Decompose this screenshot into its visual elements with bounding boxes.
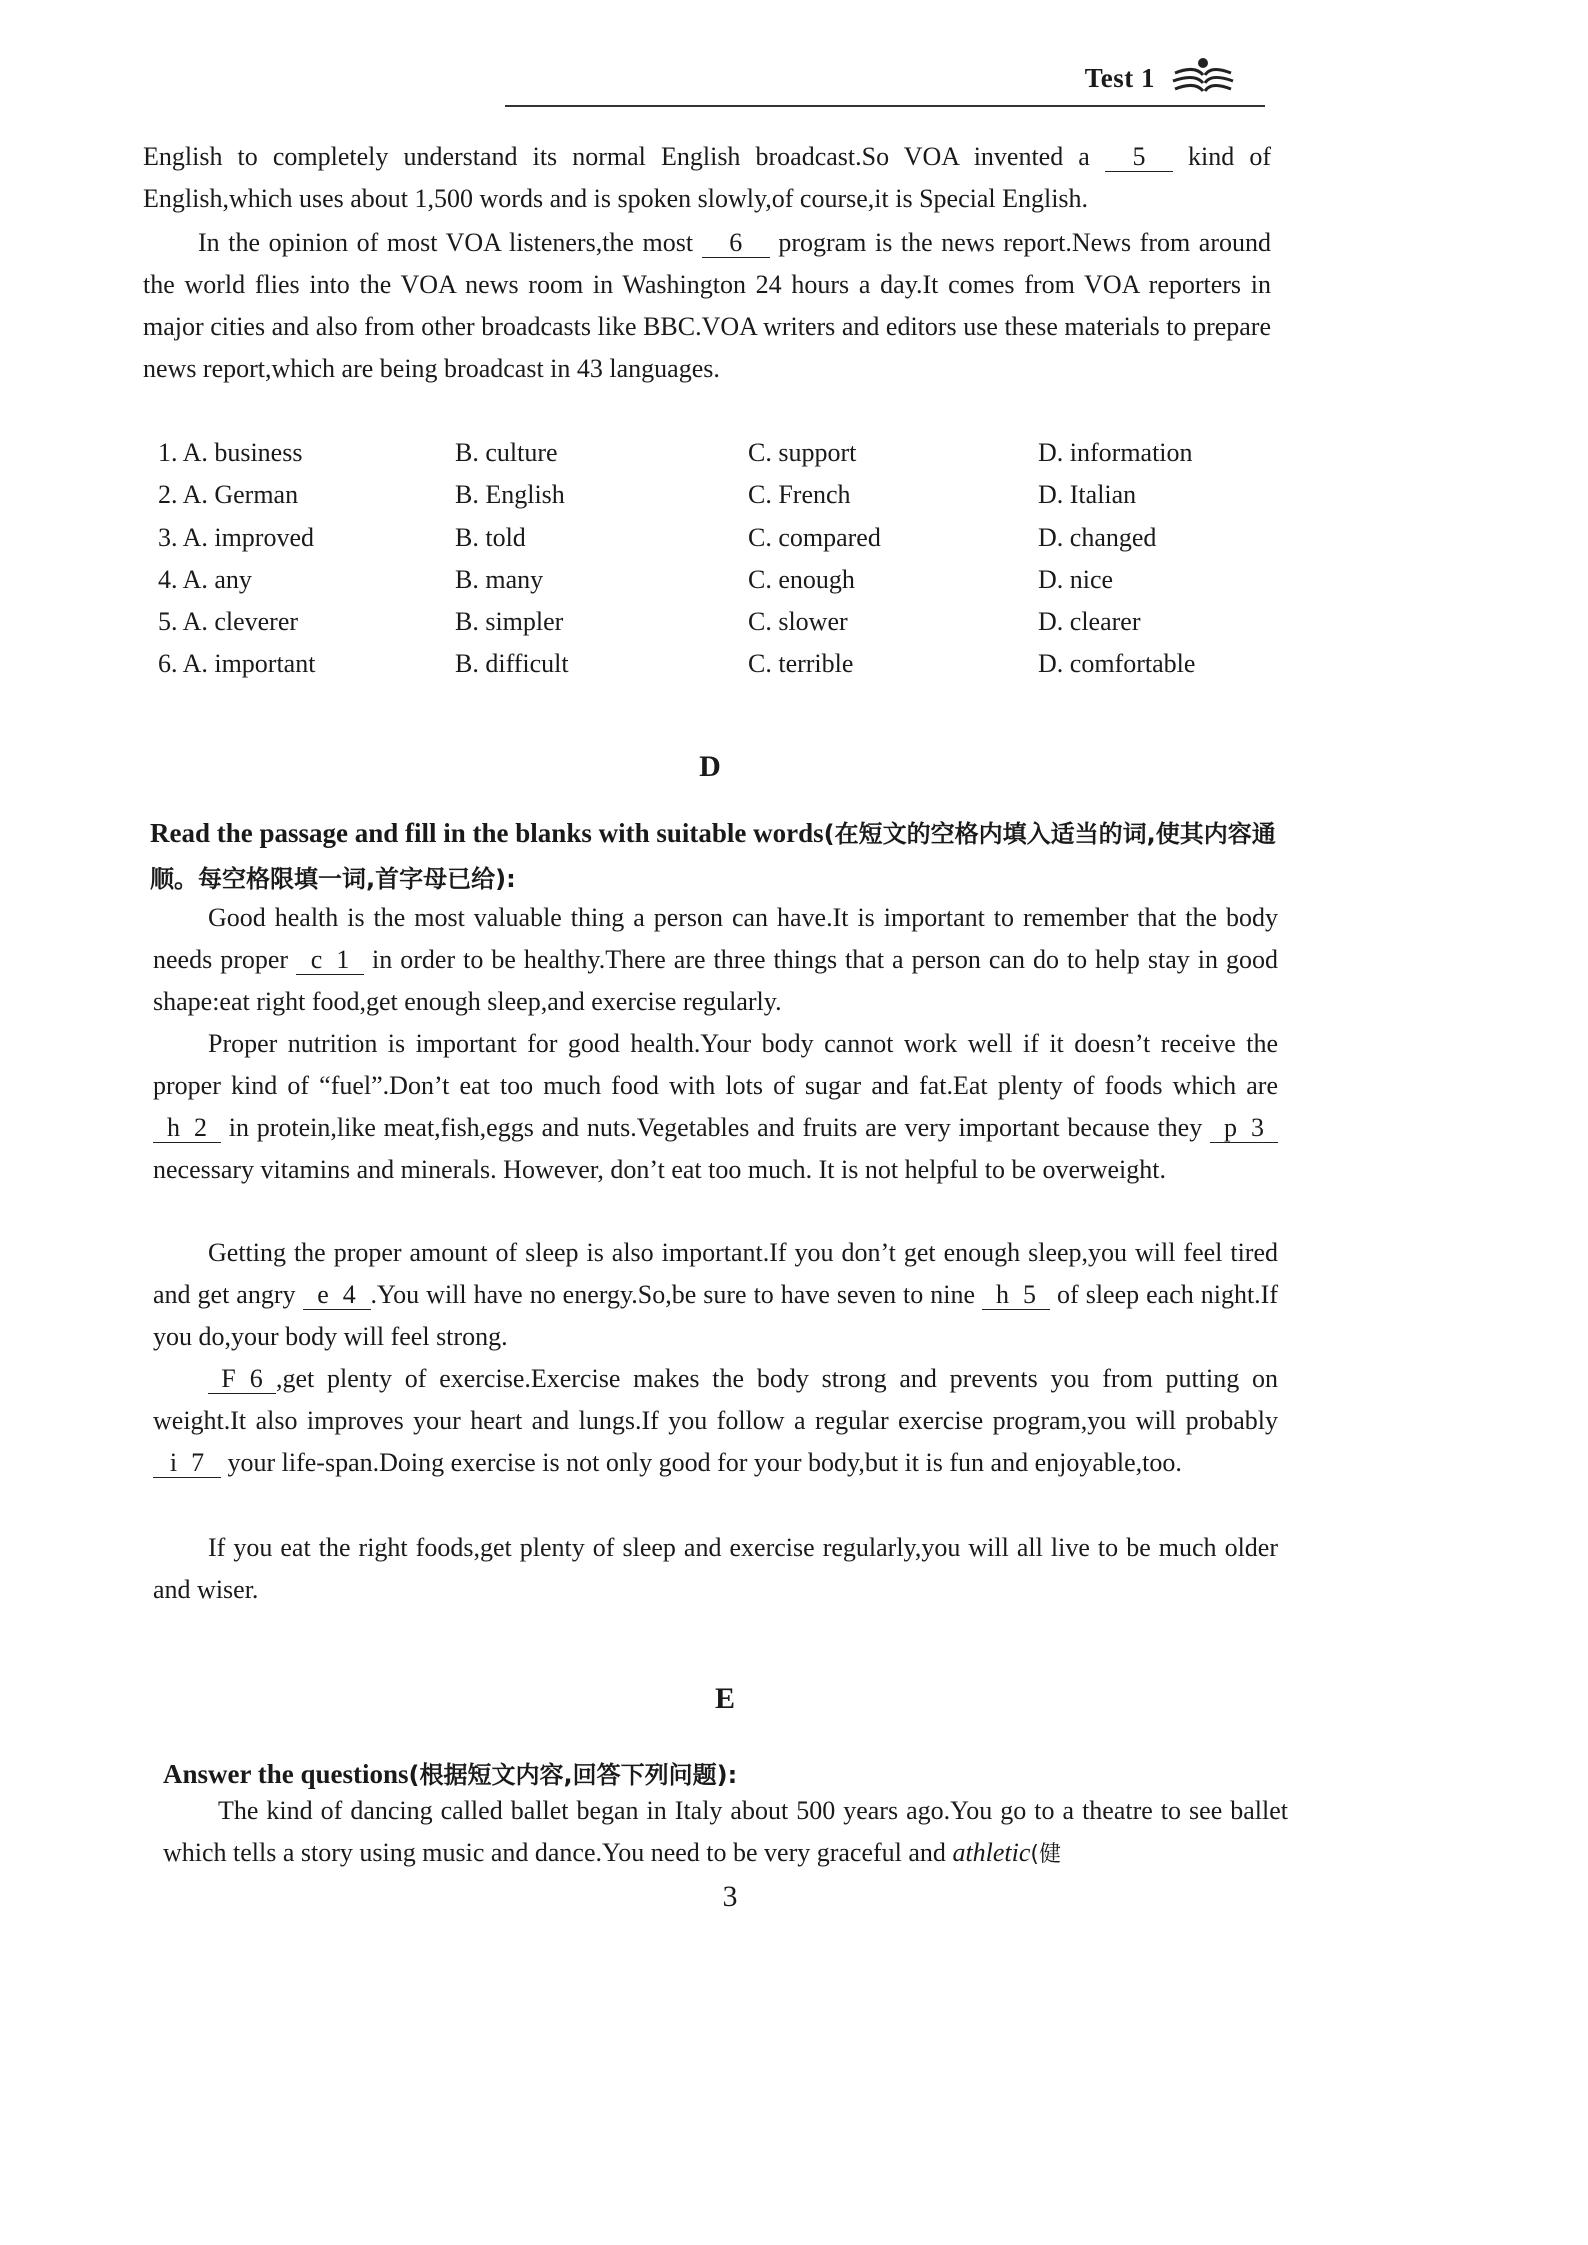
passage-d-paragraph-4: F 6 ,get plenty of exercise.Exercise makes the body strong and prevents you from putting on weight.It also improves your heart and lungs.If you follow a regular exercise program,you will probably i 7 your life-span.Doing exercise is not only good for your body,but it is fun and enjoyable,too. [153, 1364, 1278, 1477]
blank-d3: p 3 [1210, 1114, 1278, 1143]
section-d-instruction: Read the passage and fill in the blanks with suitable words(在短文的空格内填入适当的词,使其内容通顺。每空格限填一词,首字母已给): [150, 818, 1276, 893]
passage-d-paragraph-5: If you eat the right foods,get plenty of sleep and exercise regularly,you will all live to be much older and wiser. [153, 1533, 1278, 1604]
option-row-5: 5. A. cleverer B. simpler C. slower D. clearer [158, 607, 1141, 637]
option-row-6: 6. A. important B. difficult C. terrible D. comfortable [158, 649, 1196, 679]
blank-d5: h 5 [982, 1281, 1050, 1310]
option-row-3: 3. A. improved B. told C. compared D. changed [158, 522, 1157, 552]
option-row-1: 1. A. business B. culture C. support D. information [158, 438, 1193, 467]
blank-d7: i 7 [153, 1449, 221, 1478]
section-e-instruction: Answer the questions(根据短文内容,回答下列问题): [163, 1759, 738, 1789]
passage-d-paragraph-1: Good health is the most valuable thing a person can have.It is important to remember that the body needs proper c 1 in order to be healthy.There are three things that a person can do to help stay in good shape:eat right food,get enough sleep,and exercise regularly. [153, 903, 1278, 1016]
passage-c-paragraph-5: English to completely understand its normal English broadcast.So VOA invented a 5 kind of English,which uses about 1,500 words and is spoken slowly,of course,it is Special English. [143, 142, 1272, 213]
header-title: Test 1 [1084, 63, 1155, 93]
option-row-2: 2. A. German B. English C. French D. Italian [158, 480, 1137, 510]
passage-d-paragraph-3: Getting the proper amount of sleep is also important.If you don’t get enough sleep,you will feel tired and get angry e 4 .You will have no energy.So,be sure to have seven to nine h 5 of sleep each night.If you do,your body will feel strong. [153, 1238, 1278, 1351]
blank-d6: F 6 [208, 1365, 276, 1394]
section-d-heading: D [699, 750, 721, 783]
blank-6: 6 [702, 229, 770, 258]
passage-d-paragraph-2: Proper nutrition is important for good health.Your body cannot work well if it doesn’t receive the proper kind of “fuel”.Don’t eat too much food with lots of sugar and fat.Eat plenty of foods which are h 2 in protein,like meat,fish,eggs and nuts.Vegetables and fruits are very important because they p 3 necessary vitamins and minerals. However, don’t eat too much. It is not helpful to be overweight. [153, 1029, 1278, 1184]
blank-d4: e 4 [303, 1281, 371, 1310]
section-e-heading: E [714, 1682, 735, 1715]
page-number: 3 [722, 1880, 738, 1913]
page-header [505, 55, 1265, 115]
option-row-4: 4. A. any B. many C. enough D. nice [158, 564, 1114, 594]
blank-d2: h 2 [153, 1114, 221, 1143]
blank-5: 5 [1105, 143, 1173, 172]
header-rule [505, 105, 1265, 107]
answer-options [158, 438, 1258, 692]
passage-c-paragraph-6: In the opinion of most VOA listeners,the most 6 program is the news report.News from around the world flies into the VOA news room in Washington 24 hours a day.It comes from VOA reporters in major cities and also from other broadcasts like BBC.VOA writers and editors use these materials to prepare news report,which are being broadcast in 43 languages. [143, 228, 1271, 383]
passage-e-paragraph-1: The kind of dancing called ballet began in Italy about 500 years ago.You go to a theatre to see ballet which tells a story using music and dance.You need to be very graceful and athletic(健 [163, 1796, 1288, 1867]
wings-emblem-icon [1165, 55, 1245, 105]
blank-d1: c 1 [296, 946, 364, 975]
